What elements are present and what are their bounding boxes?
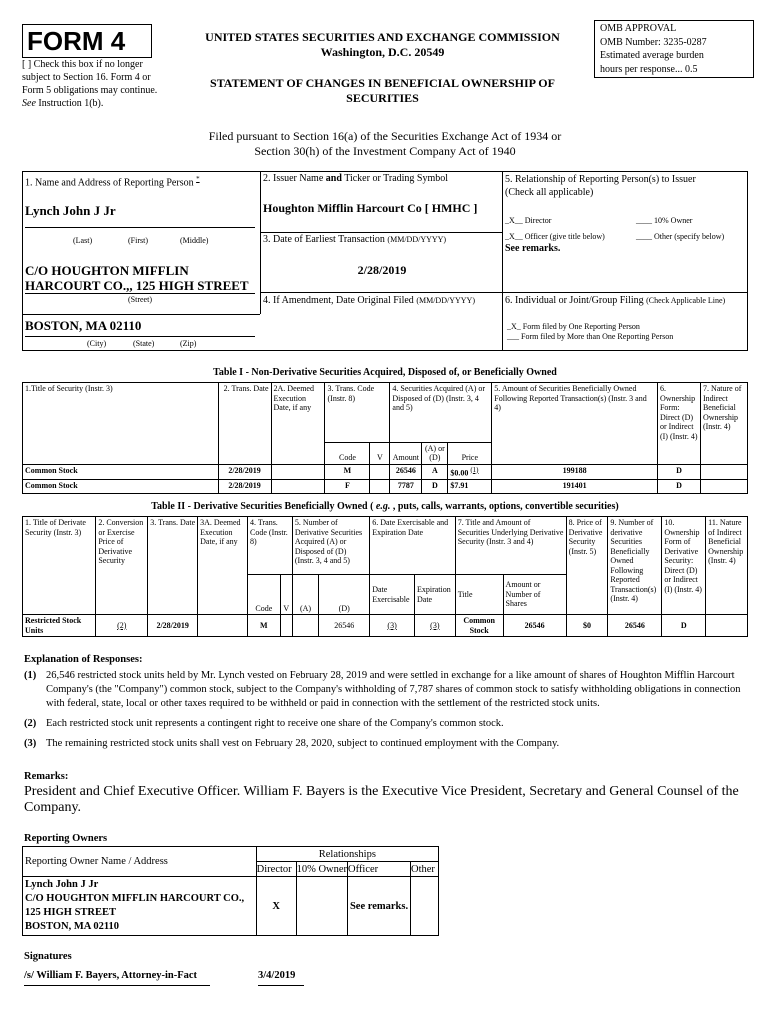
t1-r1-amount: 7787 — [390, 479, 422, 493]
label-last: (Last) — [73, 236, 93, 245]
t2-r-owned: 26546 — [608, 615, 662, 637]
owners-table — [22, 846, 439, 936]
filed-pursuant-line1: Filed pursuant to Section 16(a) of the Securities Exchange Act of 1934 or — [208, 129, 562, 143]
explanation-title: Explanation of Responses: — [24, 654, 143, 665]
owner-line2: C/O HOUGHTON MIFFLIN HARCOURT CO., — [25, 893, 245, 904]
signatures-title: Signatures — [24, 951, 72, 962]
t1-r0-owned: 199188 — [492, 464, 658, 479]
omb-number: OMB Number: 3235-0287 — [600, 36, 707, 48]
explanation-item — [24, 669, 748, 711]
omb-text — [600, 22, 755, 76]
name-underline — [25, 227, 255, 228]
owners-col-other: Other — [411, 862, 439, 877]
t1-r0-form: D — [657, 464, 700, 479]
t1-r0-footnote[interactable]: (1) — [470, 465, 479, 474]
signature-date: 3/4/2019 — [258, 970, 296, 981]
t2-sub-v: V — [280, 575, 292, 615]
owners-col-officer: Officer — [348, 862, 411, 877]
t2-r-date: 2/28/2019 — [148, 615, 198, 637]
omb-burden: Estimated average burden — [600, 50, 704, 61]
agency-name: UNITED STATES SECURITIES AND EXCHANGE COMMISSION — [205, 30, 560, 44]
t1-r1-code: F — [325, 479, 370, 493]
t2-r-uamount: 26546 — [503, 615, 566, 637]
t2-sub-a: (A) — [292, 575, 318, 615]
t2-r-exercisable[interactable]: (3) — [370, 615, 415, 637]
explanation-num: (3) — [24, 738, 37, 749]
explanation-text: 26,546 restricted stock units held by Mr. Lynch vested on February 28, 2019 and were settled in exchange for a like amount of shares of Houghton Mifflin Harcourt Company's (the "Company") common stock, subject to the Company's withholding of 7,787 shares of common stock to satisfy withholding obligations in connection with federal, state, local or other taxes required to be withheld or paid in connection with the settlement of the restricted stock units. — [46, 670, 741, 709]
t2-r-utitle: Common Stock — [455, 615, 503, 637]
t1-sub-aod: (A) or (D) — [422, 442, 448, 464]
t1-r0-amount: 26546 — [390, 464, 422, 479]
t1-sub-price: Price — [448, 442, 492, 464]
t1-r1-deemed — [271, 479, 325, 493]
explanation-text: Each restricted stock unit represents a contingent right to receive one share of the Company's common stock. — [46, 718, 504, 729]
t2-h-title: 1. Title of Derivate Security (Instr. 3) — [23, 517, 96, 615]
owner-line3: 125 HIGH STREET — [25, 907, 117, 918]
explanation-list — [24, 669, 748, 751]
t1-r1-owned: 191401 — [492, 479, 658, 493]
t1-r1-title: Common Stock — [23, 479, 219, 493]
t2-sub-code: Code — [248, 575, 281, 615]
box5-label: 5. Relationship of Reporting Person(s) to Issuer (Check all applicable) — [505, 174, 696, 198]
t1-h-acquired: 4. Securities Acquired (A) or Disposed of (D) (Instr. 3, 4 and 5) — [390, 383, 492, 443]
owners-title: Reporting Owners — [24, 833, 108, 844]
check-ten-pct-owner[interactable]: ____ 10% Owner — [636, 216, 693, 225]
t1-h-owned: 5. Amount of Securities Beneficially Owned Following Reported Transaction(s) (Instr. 3 and 4) — [492, 383, 658, 443]
owners-col-name: Reporting Owner Name / Address — [23, 847, 257, 877]
label-street: (Street) — [128, 295, 152, 304]
issuer-name: Houghton Mifflin Harcourt Co [ HMHC ] — [263, 201, 478, 215]
t2-h-deemed: 3A. Deemed Execution Date, if any — [198, 517, 248, 615]
t2-h-form: 10. Ownership Form of Derivative Security: Direct (D) or Indirect (I) (Instr. 4) — [662, 517, 706, 615]
t1-r0-title: Common Stock — [23, 464, 219, 479]
t2-h-date: 3. Trans. Date — [148, 517, 198, 615]
t1-r0-deemed — [271, 464, 325, 479]
reporting-person-name: Lynch John J Jr — [25, 203, 116, 218]
t2-sub-exp: Expiration Date — [414, 575, 455, 615]
t2-h-underlying: 7. Title and Amount of Securities Underlying Derivative Security (Instr. 3 and 4) — [455, 517, 566, 575]
t1-sub-v: V — [370, 442, 390, 464]
owner-ten — [296, 877, 347, 936]
street-address: C/O HOUGHTON MIFFLIN HARCOURT CO.,, 125 HIGH STREET — [25, 263, 249, 293]
table1-header-row — [23, 383, 748, 443]
t1-r0-price-cell — [448, 464, 492, 479]
t2-r-price: $0 — [566, 615, 608, 637]
label-zip: (Zip) — [180, 339, 197, 348]
filing-more-persons[interactable]: ___ Form filed by More than One Reporting Person — [507, 332, 674, 341]
explanation-text: The remaining restricted stock units shall vest on February 28, 2020, subject to continued employment with the Company. — [46, 738, 560, 749]
table-row — [23, 615, 748, 637]
box2-label: 2. Issuer Name and Ticker or Trading Symbol — [263, 173, 449, 184]
t1-r0-v — [370, 464, 390, 479]
t2-h-nature: 11. Nature of Indirect Beneficial Ownership (Instr. 4) — [706, 517, 748, 615]
filed-pursuant-line2: Section 30(h) of the Investment Company Act of 1940 — [254, 144, 516, 158]
owner-director: X — [256, 877, 296, 936]
t1-h-deemed: 2A. Deemed Execution Date, if any — [271, 383, 325, 443]
t2-sub-date-ex: Date Exercisable — [370, 575, 415, 615]
t2-r-conv[interactable]: (2) — [96, 615, 148, 637]
t2-sub-amount: Amount or Number of Shares — [503, 575, 566, 615]
t1-r1-nature — [700, 479, 747, 493]
t2-sub-title: Title — [455, 575, 503, 615]
table2-title: Table II - Derivative Securities Beneficially Owned ( e.g. , puts, calls, warrants, options, convertible securities) — [151, 501, 619, 512]
t2-h-dates: 6. Date Exercisable and Expiration Date — [370, 517, 456, 575]
filed-pursuant — [100, 129, 670, 159]
check-officer[interactable]: _X__ Officer (give title below) — [505, 232, 605, 241]
t2-r-v — [280, 615, 292, 637]
owner-other — [411, 877, 439, 936]
explanation-num: (2) — [24, 718, 37, 729]
table-row — [23, 877, 439, 936]
table-row — [23, 464, 748, 479]
t1-h-date: 2. Trans. Date — [218, 383, 271, 443]
table-row — [23, 479, 748, 493]
t1-h-form: 6. Ownership Form: Direct (D) or Indirect (I) (Instr. 4) — [657, 383, 700, 443]
remarks-text: President and Chief Executive Officer. William F. Bayers is the Executive Vice President, Secretary and General Counsel of the Company. — [24, 784, 739, 815]
explanation-num: (1) — [24, 670, 37, 681]
explanation-item — [24, 717, 748, 731]
t1-h-title: 1.Title of Security (Instr. 3) — [23, 383, 219, 443]
label-middle: (Middle) — [180, 236, 209, 245]
box4-label: 4. If Amendment, Date Original Filed (MM/DD/YYYY) — [263, 295, 475, 306]
instruction-ref: Instruction 1(b). — [35, 98, 104, 109]
t1-h-nature: 7. Nature of Indirect Beneficial Ownership (Instr. 4) — [700, 383, 747, 443]
form-title-box — [22, 24, 152, 58]
t2-h-number: 5. Number of Derivative Securities Acquired (A) or Disposed of (D) (Instr. 3, 4 and 5) — [292, 517, 369, 575]
owners-relationships: Relationships — [256, 847, 438, 862]
signer: /s/ William F. Bayers, Attorney-in-Fact — [24, 970, 198, 981]
owner-name: Lynch John J Jr — [25, 879, 99, 890]
omb-approval: OMB APPROVAL — [600, 23, 677, 34]
box1-label: 1. Name and Address of Reporting Person * — [25, 175, 200, 189]
earliest-transaction-date: 2/28/2019 — [357, 263, 407, 277]
checkbox-text-block — [22, 58, 172, 110]
table1-subheader-row — [23, 442, 748, 464]
t1-r1-price: $7.91 — [448, 479, 492, 493]
t1-r0-aod: A — [422, 464, 448, 479]
t2-r-expiration[interactable]: (3) — [414, 615, 455, 637]
t2-h-owned: 9. Number of derivative Securities Beneficially Owned Following Reported Transaction(s) (Instr. 4) — [608, 517, 662, 615]
t1-r0-price: $0.00 — [450, 468, 469, 478]
t1-sub-code: Code — [325, 442, 370, 464]
box1-footnote: * — [196, 175, 200, 183]
box6-label: 6. Individual or Joint/Group Filing (Check Applicable Line) — [505, 295, 726, 306]
check-other[interactable]: ____ Other (specify below) — [636, 232, 725, 241]
filing-one-person[interactable]: _X_ Form filed by One Reporting Person — [507, 322, 640, 331]
table1-title: Table I - Non-Derivative Securities Acquired, Disposed of, or Beneficially Owned — [213, 367, 557, 378]
t2-r-deemed — [198, 615, 248, 637]
table2-header-row — [23, 517, 748, 575]
t1-r0-date: 2/28/2019 — [218, 464, 271, 479]
t2-r-title: Restricted Stock Units — [23, 615, 96, 637]
t1-r1-v — [370, 479, 390, 493]
t2-sub-d: (D) — [319, 575, 370, 615]
statement-title: STATEMENT OF CHANGES IN BENEFICIAL OWNERSHIP OF SECURITIES — [210, 76, 555, 105]
owner-line4: BOSTON, MA 02110 — [25, 921, 120, 932]
owner-officer: See remarks. — [348, 877, 411, 936]
t1-h-code: 3. Trans. Code (Instr. 8) — [325, 383, 390, 443]
city-state-zip: BOSTON, MA 02110 — [25, 318, 142, 333]
owners-col-ten: 10% Owner — [296, 863, 348, 875]
officer-title-remark: See remarks. — [505, 243, 561, 254]
t2-r-form: D — [662, 615, 706, 637]
explanation-item — [24, 737, 748, 751]
t2-r-nature — [706, 615, 748, 637]
t1-sub-amount: Amount — [390, 442, 422, 464]
t1-r1-form: D — [657, 479, 700, 493]
label-city: (City) — [87, 339, 107, 348]
agency-city: Washington, D.C. 20549 — [320, 45, 445, 59]
table1 — [22, 382, 748, 494]
owner-address — [23, 877, 257, 936]
table2 — [22, 516, 748, 637]
label-state: (State) — [133, 339, 155, 348]
checkbox-text[interactable]: [ ] Check this box if no longer subject to Section 16. Form 4 or Form 5 obligations may continue. — [22, 59, 158, 96]
owners-col-director: Director — [256, 862, 296, 877]
t2-r-a — [292, 615, 318, 637]
check-director[interactable]: _X__ Director — [505, 216, 552, 225]
t1-r1-aod: D — [422, 479, 448, 493]
t2-h-price: 8. Price of Derivative Security (Instr. 5) — [566, 517, 608, 615]
label-first: (First) — [128, 236, 148, 245]
t2-r-code: M — [248, 615, 281, 637]
t2-h-code: 4. Trans. Code (Instr. 8) — [248, 517, 293, 575]
form-title: FORM 4 — [27, 26, 126, 56]
t2-h-conv: 2. Conversion or Exercise Price of Derivative Security — [96, 517, 148, 615]
box3-label: 3. Date of Earliest Transaction (MM/DD/YYYY) — [263, 234, 447, 245]
omb-hours: hours per response... 0.5 — [600, 63, 698, 75]
t2-r-d: 26546 — [319, 615, 370, 637]
t1-r0-code: M — [325, 464, 370, 479]
see-instruction: See — [22, 98, 36, 109]
t1-r1-date: 2/28/2019 — [218, 479, 271, 493]
t1-r0-nature — [700, 464, 747, 479]
remarks-title: Remarks: — [24, 771, 69, 782]
